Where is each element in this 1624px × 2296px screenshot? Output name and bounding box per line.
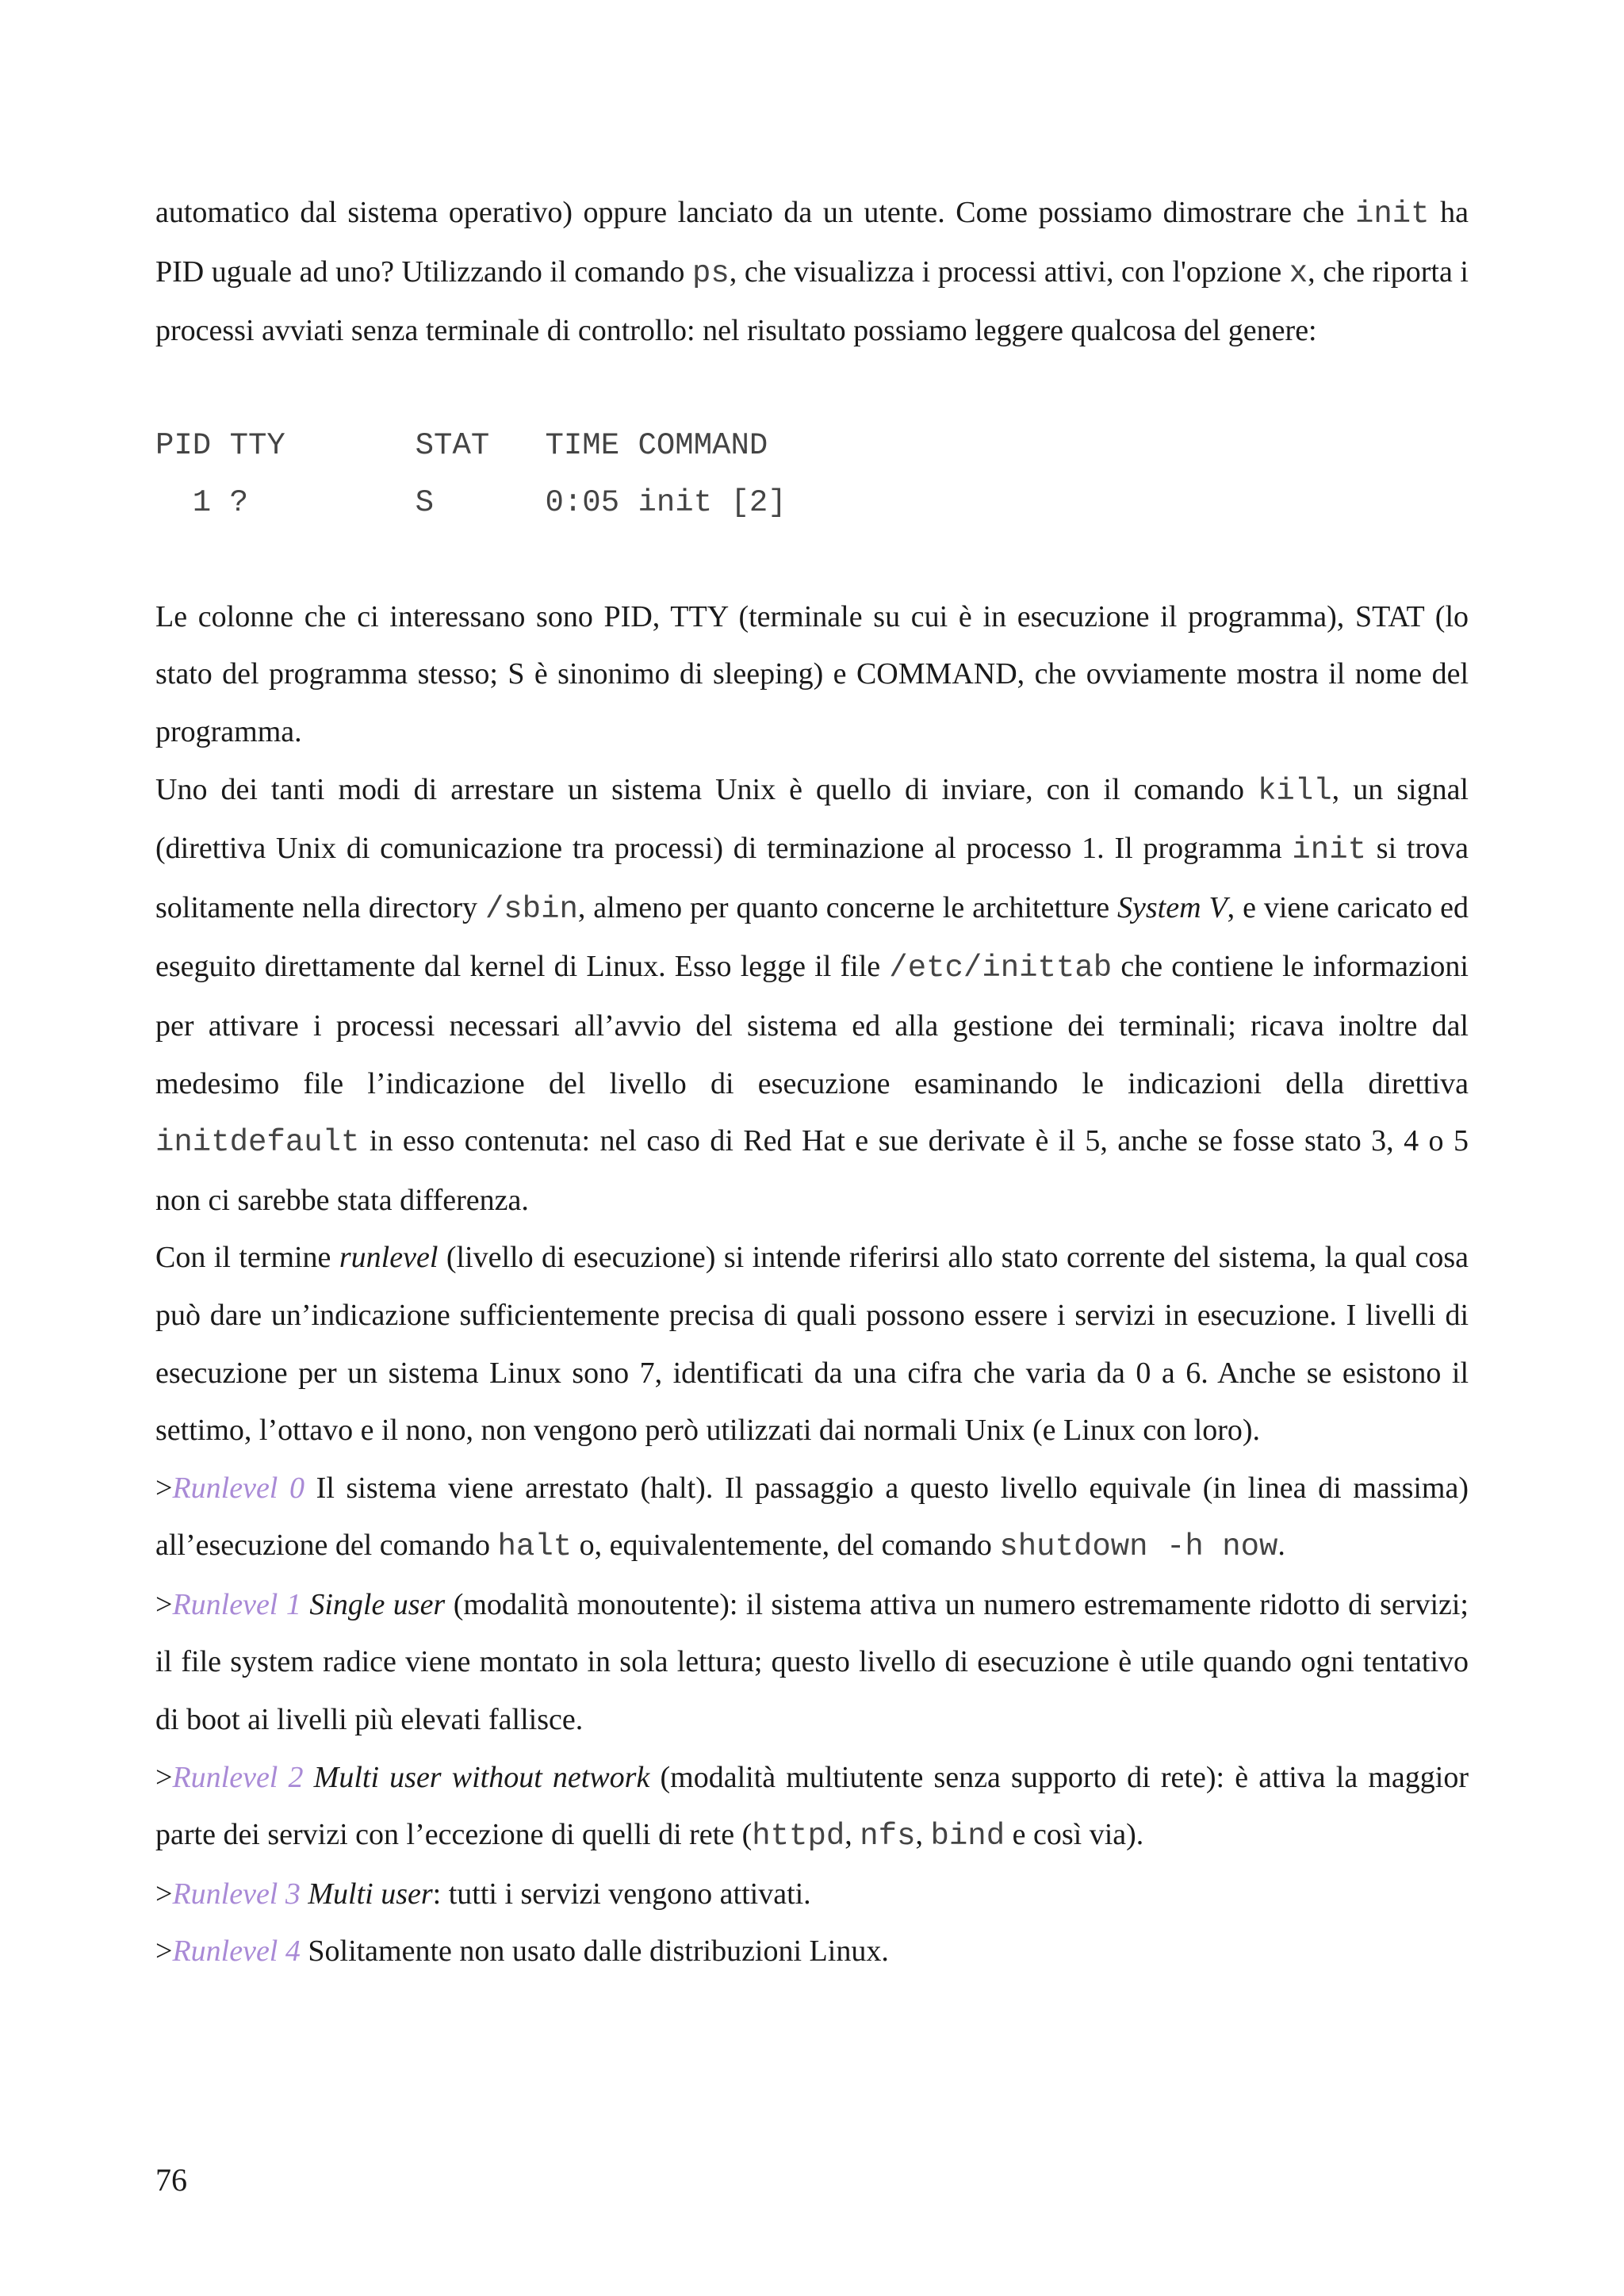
- ps-output-row: 1 ? S 0:05 init [2]: [155, 484, 787, 520]
- code-halt: halt: [497, 1529, 573, 1565]
- runlevel-1-item: [155, 1576, 1469, 1749]
- paragraph-init: [155, 761, 1469, 1230]
- spacer: [155, 360, 1469, 417]
- text-run: ,: [845, 1818, 860, 1852]
- italic-multi-user: Multi user: [308, 1877, 433, 1911]
- runlevel-3-item: [155, 1866, 1469, 1923]
- code-ps: ps: [691, 255, 730, 291]
- ps-output-header: PID TTY STAT TIME COMMAND: [155, 427, 768, 463]
- bullet-marker: >: [155, 1877, 173, 1911]
- runlevel-2-item: [155, 1749, 1469, 1866]
- code-init: init: [1354, 197, 1430, 232]
- paragraph-runlevel: [155, 1229, 1469, 1459]
- text-run: ha PID uguale ad uno? Utilizzando il comando: [155, 196, 1469, 289]
- runlevel-0-item: [155, 1460, 1469, 1576]
- text-run: Con il termine: [155, 1241, 339, 1275]
- text-run: (modalità multiutente senza supporto di rete): è attiva la maggior parte dei servizi con l’eccezione di quelli di rete (: [155, 1760, 1469, 1852]
- code-nfs: nfs: [860, 1819, 916, 1854]
- code-x: x: [1289, 255, 1308, 291]
- text-run: in esso contenuta: nel caso di Red Hat e sue derivate è il 5, anche se fosse stato 3, 4 o 5 non ci sarebbe stata differenza.: [155, 1124, 1469, 1217]
- text-run: automatico dal sistema operativo) oppure lanciato da un utente. Come possiamo dimostrare che: [155, 196, 1355, 229]
- paragraph-columns: Le colonne che ci interessano sono PID, TTY (terminale su cui è in esecuzione il programma), STAT (lo stato del programma stesso; S è sinonimo di sleeping) e COMMAND, che ovviamente mostra il nome del programma.: [155, 599, 1469, 748]
- text-run: che contiene le informazioni per attivare i processi necessari all’avvio del sistema ed alla gestione dei terminali; ricava inoltre dal medesimo file l’indicazione del livello di esecuzione esaminando le indicazioni della direttiva: [155, 950, 1469, 1100]
- text-run: (modalità monoutente): il sistema attiva un numero estremamente ridotto di servizi; il file system radice viene montato in sola lettura; questo livello di esecuzione è utile quando ogni tentativo di boot ai livelli più elevati fallisce.: [155, 1587, 1469, 1737]
- text-run: .: [1277, 1529, 1285, 1563]
- runlevel-4-label: Runlevel 4: [172, 1934, 301, 1969]
- code-shutdown: shutdown -h now: [999, 1529, 1278, 1565]
- code-bind: bind: [930, 1819, 1005, 1854]
- page-number: 76: [155, 2162, 187, 2198]
- bullet-marker: >: [155, 1587, 173, 1621]
- text-run: Il sistema viene arrestato (halt). Il passaggio a questo livello equivale (in linea di massima) all’esecuzione del comando: [155, 1471, 1469, 1563]
- italic-single-user: Single user: [309, 1587, 446, 1621]
- code-initdefault: initdefault: [155, 1125, 360, 1161]
- text-run: ,: [915, 1818, 931, 1852]
- code-inittab: /etc/inittab: [889, 951, 1113, 986]
- code-kill: kill: [1258, 773, 1332, 809]
- italic-system-v: System V: [1117, 890, 1228, 924]
- italic-multi-user-without-network: Multi user without network: [313, 1760, 650, 1794]
- text-run: si trova solitamente nella directory: [155, 832, 1469, 924]
- runlevel-4-item: [155, 1923, 1469, 1980]
- bullet-marker: >: [155, 1760, 173, 1794]
- paragraph-intro: [155, 184, 1469, 360]
- text-run: Uno dei tanti modi di arrestare un sistema Unix è quello di inviare, con il comando: [155, 772, 1258, 806]
- text-run: , e viene caricato ed eseguito direttamente dal kernel di Linux. Esso legge il file: [155, 890, 1469, 984]
- bullet-marker: >: [155, 1471, 173, 1505]
- runlevel-1-label: Runlevel 1: [172, 1587, 301, 1621]
- text-run: , che visualizza i processi attivi, con l'opzione: [729, 254, 1289, 289]
- runlevel-2-label: Runlevel 2: [172, 1760, 304, 1794]
- text-run: Solitamente non usato dalle distribuzioni Linux.: [300, 1934, 889, 1969]
- text-run: e così via).: [1005, 1818, 1144, 1852]
- ps-output-block: [155, 417, 1469, 531]
- text-run: (livello di esecuzione) si intende riferirsi allo stato corrente del sistema, la qual cosa può dare un’indicazione sufficientemente precisa di quali possono essere i servizi in esecuzione. I livelli di esecuzione per un sistema Linux sono 7, identificati da una cifra che varia da 0 a 6. Anche se esistono il settimo, l’ottavo e il nono, non vengono però utilizzati dai normali Unix (e Linux con loro).: [155, 1241, 1469, 1448]
- runlevel-0-label: Runlevel 0: [172, 1471, 305, 1505]
- italic-runlevel: runlevel: [339, 1241, 439, 1275]
- spacer: [155, 531, 1469, 588]
- text-run: , un signal (direttiva Unix di comunicazione tra processi) di terminazione al processo 1. Il programma: [155, 772, 1469, 866]
- page-body: [155, 184, 1469, 1980]
- runlevel-3-label: Runlevel 3: [172, 1877, 301, 1911]
- text-run: o, equivalentemente, del comando: [572, 1529, 1000, 1563]
- text-run: , che riporta i processi avviati senza terminale di controllo: nel risultato possiamo leggere qualcosa del genere:: [155, 254, 1469, 348]
- code-sbin: /sbin: [485, 891, 578, 927]
- code-httpd: httpd: [752, 1819, 845, 1854]
- code-init: init: [1292, 832, 1367, 868]
- text-run: : tutti i servizi vengono attivati.: [432, 1877, 811, 1911]
- text-run: , almeno per quanto concerne le architetture: [577, 890, 1118, 924]
- bullet-marker: >: [155, 1934, 173, 1969]
